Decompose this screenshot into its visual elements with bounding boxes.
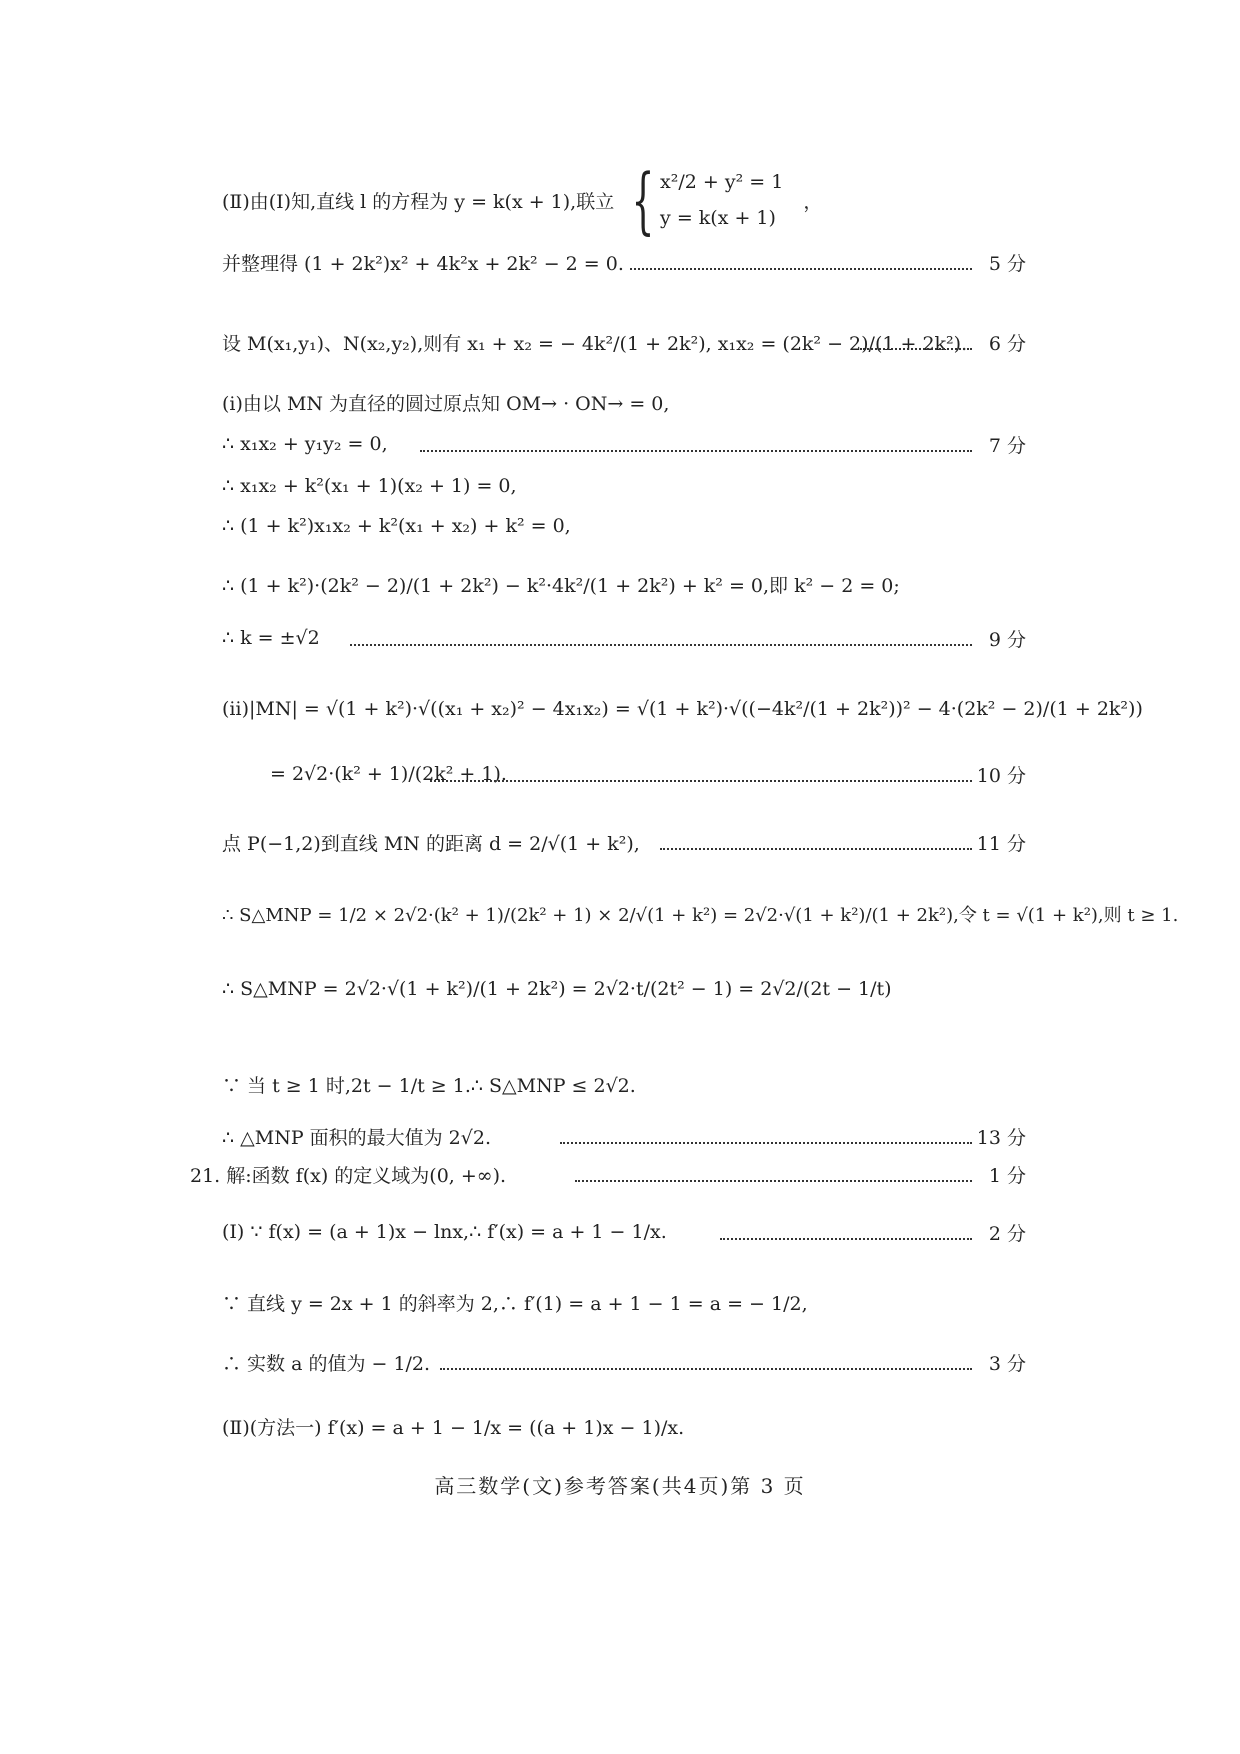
line-text: (ⅰ)由以 MN 为直径的圆过原点知 OM→ · ON→ = 0,: [222, 392, 670, 415]
solution-line: [0, 890, 1240, 938]
system-eq: x²/2 + y² = 1: [660, 171, 784, 193]
system-eq: y = k(x + 1): [660, 207, 776, 229]
solution-line: [0, 750, 1240, 798]
score-mark: 11 分: [976, 832, 1026, 855]
brace-icon: {: [631, 158, 655, 242]
solution-line: [0, 965, 1240, 1013]
solution-line: [0, 502, 1240, 550]
line-text: (ⅱ)|MN| = √(1 + k²)·√((x₁ + x₂)² − 4x₁x₂) = √(1 + k²)·√((−4k²/(1 + 2k²))² − 4·(2k² − 2)/(1 + 2k²)): [222, 698, 1143, 720]
score-mark: 10 分: [976, 764, 1026, 787]
line-text: ∴ S△MNP = 1/2 × 2√2·(k² + 1)/(2k² + 1) × 2/√(1 + k²) = 2√2·√(1 + k²)/(1 + 2k²),令 t = √(1 + k²),则 t ≥ 1.: [222, 905, 1179, 926]
line-text: ∴ 实数 a 的值为 − 1/2.: [222, 1352, 431, 1375]
dot-leader: [440, 1368, 972, 1370]
score-mark: 9 分: [988, 628, 1026, 651]
line-text: = 2√2·(k² + 1)/(2k² + 1).: [270, 763, 507, 785]
solution-line: [0, 614, 1240, 662]
solution-line: [0, 560, 1240, 608]
line-text: ∴ △MNP 面积的最大值为 2√2.: [222, 1126, 492, 1149]
line-text: ∴ (1 + k²)·(2k² − 2)/(1 + 2k²) − k²·4k²/(1 + 2k²) + k² = 0,即 k² − 2 = 0;: [222, 574, 900, 597]
line-text: 21. 解:函数 f(x) 的定义域为(0, +∞).: [190, 1164, 507, 1187]
dot-leader: [575, 1180, 972, 1182]
solution-line: [0, 158, 1240, 242]
line-text: ∴ S△MNP = 2√2·√(1 + k²)/(1 + 2k²) = 2√2·t/(2t² − 1) = 2√2/(2t − 1/t): [222, 978, 892, 1000]
solution-line: [0, 378, 1240, 426]
line-text: ∴ x₁x₂ + k²(x₁ + 1)(x₂ + 1) = 0,: [222, 475, 517, 497]
line-text: ∴ x₁x₂ + y₁y₂ = 0,: [222, 433, 388, 455]
line-text: 设 M(x₁,y₁)、N(x₂,y₂),则有 x₁ + x₂ = − 4k²/(1 + 2k²), x₁x₂ = (2k² − 2)/(1 + 2k²).: [222, 332, 968, 355]
score-mark: 13 分: [976, 1126, 1026, 1149]
solution-line: [0, 1402, 1240, 1450]
score-mark: 1 分: [988, 1164, 1026, 1187]
score-mark: 6 分: [988, 332, 1026, 355]
equation-system: [620, 158, 784, 242]
solution-line: [0, 1060, 1240, 1108]
dot-leader: [860, 348, 972, 350]
dot-leader: [660, 848, 972, 850]
line-text: ∵ 直线 y = 2x + 1 的斜率为 2,∴ f′(1) = a + 1 − 1 = a = − 1/2,: [222, 1292, 808, 1315]
line-text: ∵ 当 t ≥ 1 时,2t − 1/t ≥ 1.∴ S△MNP ≤ 2√2.: [222, 1074, 636, 1097]
line-text: (Ⅰ) ∵ f(x) = (a + 1)x − lnx,∴ f′(x) = a + 1 − 1/x.: [222, 1221, 667, 1243]
solution-line: [0, 318, 1240, 366]
line-text: (Ⅱ)(方法一) f′(x) = a + 1 − 1/x = ((a + 1)x − 1)/x.: [222, 1416, 685, 1439]
solution-line: [0, 420, 1240, 468]
solution-line: [0, 1150, 1240, 1198]
dot-leader: [630, 268, 972, 270]
solution-line: [0, 685, 1240, 733]
solution-line: [0, 1278, 1240, 1326]
line-text: 点 P(−1,2)到直线 MN 的距离 d = 2/√(1 + k²),: [222, 832, 640, 855]
score-mark: 2 分: [988, 1222, 1026, 1245]
solution-line: [0, 818, 1240, 866]
page-footer: 高三数学(文)参考答案(共4页)第 3 页: [434, 1474, 806, 1498]
line-punct: ，: [803, 190, 823, 213]
solution-line: [0, 1338, 1240, 1386]
solution-line: [0, 238, 1240, 286]
line-text: 并整理得 (1 + 2k²)x² + 4k²x + 2k² − 2 = 0.: [222, 252, 624, 275]
dot-leader: [430, 780, 972, 782]
dot-leader: [560, 1142, 972, 1144]
dot-leader: [720, 1238, 972, 1240]
solution-line: [0, 1208, 1240, 1256]
line-text: ∴ k = ±√2: [222, 627, 320, 649]
score-mark: 3 分: [988, 1352, 1026, 1375]
score-mark: 5 分: [988, 252, 1026, 275]
dot-leader: [350, 644, 972, 646]
score-mark: 7 分: [988, 434, 1026, 457]
dot-leader: [420, 450, 972, 452]
line-text: ∴ (1 + k²)x₁x₂ + k²(x₁ + x₂) + k² = 0,: [222, 515, 571, 537]
line-text: (Ⅱ)由(Ⅰ)知,直线 l 的方程为 y = k(x + 1),联立: [222, 190, 615, 213]
